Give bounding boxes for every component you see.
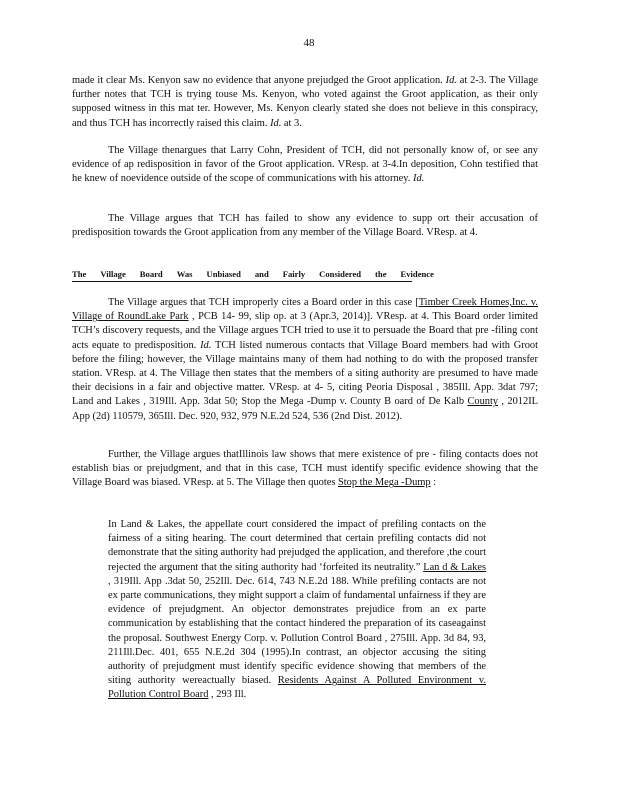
heading-word: Evidence (400, 269, 434, 279)
heading-word: and (254, 269, 269, 279)
heading-word: Considered (319, 269, 362, 279)
citation-id: Id. (270, 117, 282, 129)
heading-word: Board (139, 269, 163, 279)
citation-id: Id. (412, 173, 425, 185)
text-run: The Village thenargues that Larry Cohn, President of TCH, did not personally know of, or see any evidence of ap redisposition in favor of the Groot application. VResp. at 3-4.In deposition, Cohn testified that he knew of noevidence outside of the scope of communications with his attorney. (72, 145, 538, 185)
text-run: Further, the Village argues thatIllinois law shows that mere existence of pre - filing contacts does not establish bias or prejudgment, and that in this case, TCH must identify specific evidence showing that the Village Board was biased. VResp. at 5. The Village then quotes (72, 449, 538, 489)
block-quote (108, 518, 486, 703)
case-citation: Lan d & Lakes (423, 561, 486, 573)
text-run: The Village argues that TCH improperly cites a Board order in this case [ (108, 297, 419, 308)
text-run: , PCB 14- 99, slip op. at 3 (Apr.3, 2014)]. VResp. at 4. This Board order limited TCH’s discovery requests, and the Village argues TCH tried to use it to persuade the Board that pre -filing cont acts equate to predisposition. (72, 311, 538, 351)
text-run: , 319Ill. App .3dat 50, 252Ill. Dec. 614, 743 N.E.2d 188. While prefiling contacts are not ex parte communications, they might support a claim of fundamental unfairness if they are evidence of prejudgment. An objector demonstrates prejudice from an ex parte communication by establishing that the contact hindered the preparation of its caseagainst the proposal. Southwest Energy Corp. v. Pollution Control Board , 275Ill. App. 3d 84, 93, 211Ill.Dec. 401, 655 N.E.2d 304 (1995).In contrast, an objector accusing the siting authority of prejudgment must identify specific evidence showing that members of the siting authority wereactually biased. (108, 575, 486, 687)
citation-id: Id. (445, 75, 457, 86)
paragraph-illinois-law (72, 448, 538, 491)
heading-word: The (72, 269, 87, 279)
citation-id: Id. (200, 339, 212, 351)
case-citation: Residents Against A Polluted Environment v. Pollution Control Board (108, 675, 486, 701)
page-number: 48 (303, 37, 315, 49)
heading-word: the (375, 269, 387, 279)
text-run: In Land & Lakes, the appellate court considered the impact of prefiling contacts on the fairness of a siting hearing. The court determined that certain prefiling contacts did not demonstrate that the siting authority had prejudged the application, and therefore ,the court rejected the argument that the siting authority had ‘forfeited its neutrality.” (108, 519, 486, 573)
case-citation: Stop the Mega -Dump (337, 477, 431, 489)
text-run: , 293 Ill. (208, 689, 247, 701)
heading-word: Village (100, 269, 126, 279)
text-run: : (430, 477, 437, 489)
text-run: made it clear Ms. Kenyon saw no evidence that anyone prejudged the Groot application. (72, 75, 446, 86)
heading-word: Was (176, 269, 193, 279)
paragraph-kenyon (72, 74, 538, 131)
text-run: , 2012IL App (2d) 110579, 365Ill. Dec. 920, 932, 979 N.E.2d 524, 536 (2nd Dist. 2012). (72, 396, 538, 422)
text-run: at 3. (281, 117, 302, 129)
paragraph-cohn (72, 144, 538, 187)
text-run: TCH listed numerous contacts that Village Board members had with Groot before the filing; however, the Village maintains many of them had nothing to do with the proposed transfer station. VResp. at 4. The Village then states that the members of a siting authority are presumed to have made their decisions in a fair and objective matter. VResp. at 4- 5, citing Peoria Disposal , 385Ill. App. 3dat 797; Land and Lakes , 319Ill. App. 3dat 50; Stop the Mega -Dump v. County B oard of De Kalb (72, 339, 538, 408)
paragraph-no-evidence (72, 212, 538, 240)
case-citation: County (467, 396, 499, 408)
case-citation: Timber Creek Homes,Inc. v. Village of RoundLake Park (72, 297, 538, 323)
paragraph-board-order (72, 296, 538, 424)
section-heading (72, 268, 434, 282)
text-run: at 2-3. The Village further notes that TCH is trying touse Ms. Kenyon, who voted against the Groot application, as their only supposed witness in this mat ter. However, Ms. Kenyon clearly stated she does not believe in this conspiracy, and thus TCH has incorrectly raised this claim. (72, 75, 539, 129)
heading-word: Fairly (282, 269, 306, 279)
text-run: The Village argues that TCH has failed to show any evidence to supp ort their accusation of predisposition towards the Groot application from any member of the Village Board. VResp. at 4. (72, 213, 538, 239)
heading-word: Unbiased (206, 269, 241, 279)
